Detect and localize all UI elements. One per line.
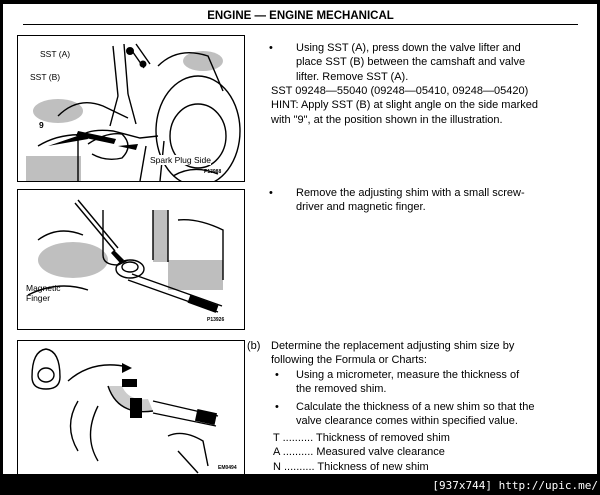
step-marker: (b) — [247, 340, 261, 352]
text-line: Calculate the thickness of a new shim so that the — [296, 401, 535, 413]
hint-line: with "9", at the position shown in the illustration. — [271, 113, 503, 126]
figure-micrometer — [17, 340, 245, 475]
section3-item2 — [296, 400, 534, 429]
figure-code: EM0494 — [218, 465, 237, 471]
page-header: ENGINE — ENGINE MECHANICAL — [23, 8, 578, 25]
figure-code: P13926 — [207, 317, 225, 323]
image-source-footer: [937x744] http://upic.me/ — [432, 479, 598, 492]
figure-magnetic-finger — [17, 189, 245, 330]
text-line: place SST (B) between the camshaft and valve — [296, 56, 526, 69]
section3-item1 — [296, 368, 519, 397]
section3-intro — [271, 339, 514, 368]
figure-code: P13988 — [204, 169, 222, 175]
figure-sst-lifter — [17, 35, 245, 182]
text-line: lifter. Remove SST (A). — [296, 70, 409, 83]
bullet: • — [275, 401, 279, 413]
label-spark-plug-side: Spark Plug Side — [150, 155, 211, 165]
text-line: Using a micrometer, measure the thickness of — [296, 369, 520, 381]
bullet: • — [269, 42, 273, 54]
text-line: Remove the adjusting shim with a small screw- — [296, 187, 525, 199]
text-line: the removed shim. — [296, 383, 387, 396]
manual-page — [3, 4, 597, 474]
bullet: • — [275, 369, 279, 381]
text-line: Determine the replacement adjusting shim size by — [271, 340, 515, 352]
micrometer-illustration — [18, 341, 244, 474]
label-nine: 9 — [39, 120, 44, 130]
magnetic-finger-illustration — [18, 190, 244, 329]
legend-a: A .......... Measured valve clearance — [273, 446, 445, 459]
section1-sst-hint — [271, 84, 538, 127]
text-line: driver and magnetic finger. — [296, 201, 426, 214]
section2-text — [296, 186, 525, 215]
legend — [273, 431, 450, 474]
section1-text — [296, 41, 525, 84]
label-sst-b: SST (B) — [30, 72, 61, 82]
text-line: valve clearance comes within specified value. — [296, 415, 518, 428]
legend-n: N .......... Thickness of new shim — [273, 460, 429, 473]
sst-line: SST 09248—55040 (09248—05410, 09248—05420) — [271, 85, 529, 97]
text-line: Using SST (A), press down the valve lifter and — [296, 42, 521, 54]
hint-line: HINT: Apply SST (B) at slight angle on the side marked — [271, 99, 538, 112]
legend-t: T .......... Thickness of removed shim — [273, 432, 450, 444]
label-finger: Finger — [26, 293, 51, 303]
label-magnetic: Magnetic — [26, 283, 61, 293]
bullet: • — [269, 187, 273, 199]
text-line: following the Formula or Charts: — [271, 354, 427, 367]
label-sst-a: SST (A) — [40, 49, 71, 59]
